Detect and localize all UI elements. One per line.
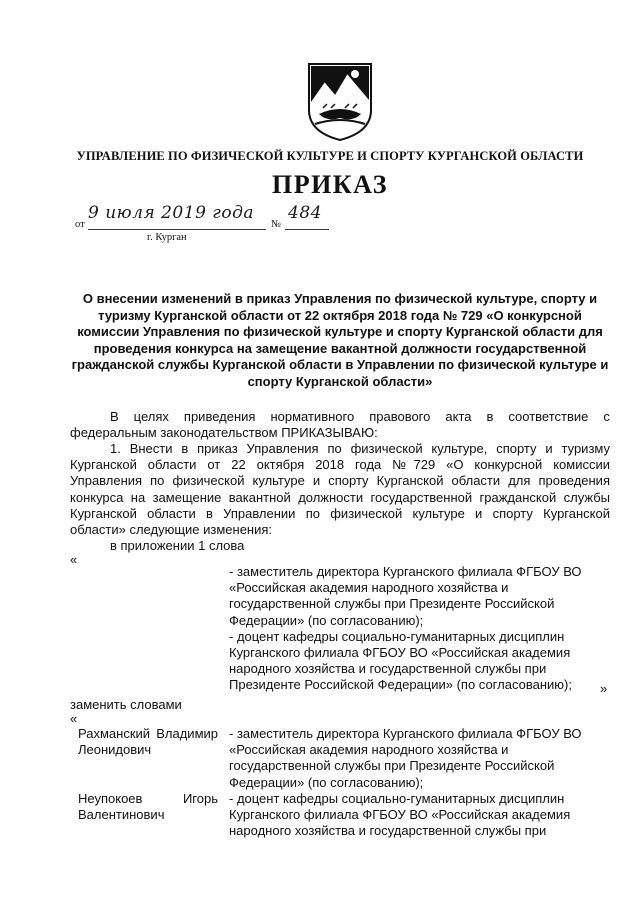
open-quote: « (70, 552, 78, 567)
title-line: туризму Курганской области от 22 октября 2018 года № 729 «О конкурсной (98, 307, 582, 323)
surname: Неупокоев (78, 791, 143, 806)
item-1-line: области» следующие изменения: (70, 522, 273, 538)
number-prefix: № (271, 219, 282, 230)
position-line: - заместитель директора Курганского филиала ФГБОУ ВО (229, 726, 582, 741)
preamble-line-2: федеральным законодательством ПРИКАЗЫВАЮ: (70, 425, 378, 440)
date-prefix: от (75, 219, 85, 230)
word: правового (369, 409, 431, 424)
open-quote-2: « (70, 711, 78, 726)
member-position-1 (229, 726, 609, 791)
word: соответствие (508, 409, 589, 424)
position-line: «Российская академия народного хозяйства и (229, 742, 509, 758)
position-line: Федерации» (по согласованию); (229, 774, 424, 790)
appendix-line: в приложении 1 слова (110, 538, 245, 553)
item-1-line: Управления по физической культуре и спорту Курганской области для проведения (70, 473, 610, 489)
old-wording-line: Курганского филиала ФГБОУ ВО «Российская академия (229, 645, 571, 661)
member-name-1 (78, 726, 218, 742)
old-wording-line: - заместитель директора Курганского филиала ФГБОУ ВО (229, 564, 582, 579)
item-1-line: Курганской области от 22 октября 2018 года №729 «О конкурсной комиссии (70, 457, 610, 473)
position-line: государственной службы при Президенте Российской (229, 758, 555, 774)
patronymic-2: Валентинович (78, 807, 165, 822)
item-1 (70, 441, 610, 538)
title-line: комиссии Управления по физической культуре и спорту Курганской области для (77, 324, 603, 339)
old-wording-block (229, 564, 609, 694)
preamble-line-1 (110, 409, 610, 425)
number-handwritten: 484 (288, 203, 322, 223)
old-wording-line: «Российская академия народного хозяйства и (229, 580, 509, 596)
coat-of-arms-icon (305, 60, 375, 142)
member-position-2 (229, 791, 609, 840)
member-name-2 (78, 791, 218, 807)
old-wording-line: народного хозяйства и государственной службы при (229, 661, 547, 677)
old-wording-line: государственной службы при Президенте Российской (229, 596, 555, 612)
agency-name: УПРАВЛЕНИЕ ПО ФИЗИЧЕСКОЙ КУЛЬТУРЕ И СПОРТУ КУРГАНСКОЙ ОБЛАСТИ (76, 149, 584, 163)
title-line: О внесении изменений в приказ Управления по физической культуре, спорту и (82, 291, 598, 306)
date-handwritten: 9 июля 2019 года (88, 203, 255, 223)
position-line: народного хозяйства и государственной службы при (229, 823, 547, 839)
position-line: Курганского филиала ФГБОУ ВО «Российская академия (229, 807, 571, 823)
date-underline (88, 229, 266, 230)
city: г. Курган (147, 232, 187, 243)
word: В (110, 409, 119, 424)
old-wording-line: Президенте Российской Федерации» (по согласованию); (229, 677, 572, 693)
given-name: Владимир (156, 726, 218, 741)
surname: Рахманский (78, 726, 151, 741)
word: приведения (183, 409, 256, 424)
item-1-line: конкурса на замещение вакантной должности государственной гражданской службы (70, 489, 610, 505)
position-line: - доцент кафедры социально-гуманитарных дисциплин (229, 791, 565, 806)
order-title (66, 291, 614, 390)
old-wording-line: - доцент кафедры социально-гуманитарных дисциплин (229, 628, 565, 644)
word: акта (445, 409, 472, 424)
title-line: гражданской службы Курганской области в Управлении по физической культуре и (71, 357, 609, 372)
word: целях (133, 409, 169, 424)
number-underline (285, 229, 329, 230)
replace-with-line: заменить словами (70, 697, 182, 712)
title-line: спорту Курганской области» (247, 373, 433, 389)
document-type: ПРИКАЗ (271, 170, 389, 199)
old-wording-line: Федерации» (по согласованию); (229, 612, 424, 628)
word: нормативного (270, 409, 355, 424)
given-name: Игорь (182, 791, 218, 806)
word: с (603, 409, 610, 424)
close-quote: » (600, 681, 608, 696)
title-line: проведения конкурса на замещение вакантной должности государственной (93, 340, 587, 356)
word: в (486, 409, 494, 424)
item-1-line: 1. Внести в приказ Управления по физической культуре, спорту и туризму (110, 441, 610, 456)
patronymic-1: Леонидович (78, 742, 152, 757)
item-1-line: Курганской области в Управлении по физической культуре и спорту Курганской (70, 505, 610, 521)
